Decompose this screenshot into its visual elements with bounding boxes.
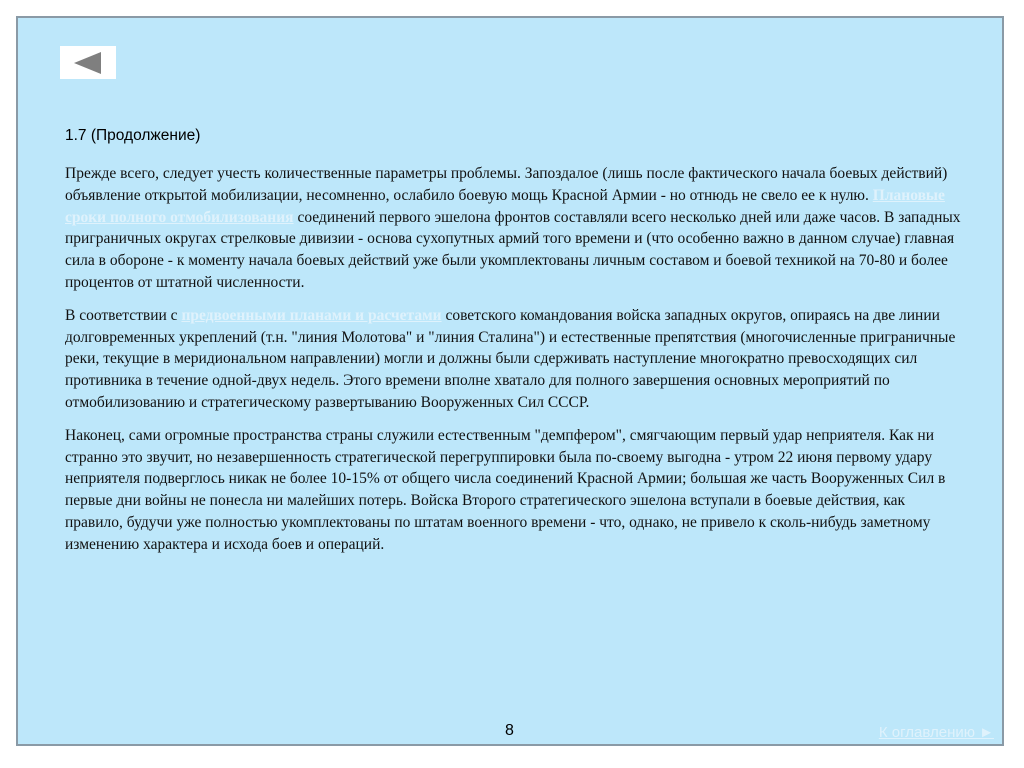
left-triangle-icon bbox=[73, 51, 103, 75]
link-prewar-plans[interactable]: предвоенными планами и расчетами bbox=[181, 306, 442, 324]
body-text bbox=[65, 163, 965, 567]
page-number: 8 bbox=[505, 722, 514, 739]
back-button[interactable] bbox=[60, 46, 116, 79]
table-of-contents-link[interactable]: К оглавлению ► bbox=[878, 724, 994, 741]
link-mobilization-terms[interactable]: Плановые сроки полного отмобилизования bbox=[65, 186, 945, 226]
section-heading: 1.7 (Продолжение) bbox=[65, 127, 201, 144]
slide bbox=[16, 16, 1004, 746]
paragraph-3: Наконец, сами огромные пространства страны служили естественным "демпфером", смягчающим первый удар неприятеля. Как ни странно это звучит, но незавершенность стратегической перегруппировки была по-своему выгодна - утром 22 июня первому удару неприятеля подверглось никак не более 10-15% от общего числа соединений Красной Армии; большая же часть Вооруженных Сил в первые дни войны не понесла ни малейших потерь. Войска Второго стратегического эшелона вступали в боевые действия, как правило, будучи уже полностью укомплектованы по штатам военного времени - что, однако, не привело к сколь-нибудь заметному изменению характера и исхода боев и операций. bbox=[65, 426, 946, 553]
paragraph-1: Прежде всего, следует учесть количественные параметры проблемы. Запоздалое (лишь после фактического начала боевых действий) объявление открытой мобилизации, несомненно, ослабило боевую мощь Красной Армии - но отнюдь не свело ее к нулю. Плановые сроки полного отмобилизования соединений первого эшелона фронтов составляли всего несколько дней или даже часов. В западных приграничных округах стрелковые дивизии - основа сухопутных армий того времени и (что особенно важно в данном случае) главная сила в обороне - к моменту начала боевых действий уже были укомплектованы личным составом и боевой техникой на 70-80 и более процентов от штатной численности. bbox=[65, 165, 961, 291]
paragraph-2: В соответствии с предвоенными планами и расчетами советского командования войска западных округов, опираясь на две линии долговременных укреплений (т.н. "линия Молотова" и "линия Сталина") и естественные препятствия (многочисленные приграничные реки, текущие в меридиональном направлении) могли и должны были сдерживать наступление многократно превосходящих сил противника в течение одной-двух недель. Этого времени вполне хватало для полного завершения основных мероприятий по отмобилизованию и стратегическому развертыванию Вооруженных Сил СССР. bbox=[65, 306, 956, 411]
